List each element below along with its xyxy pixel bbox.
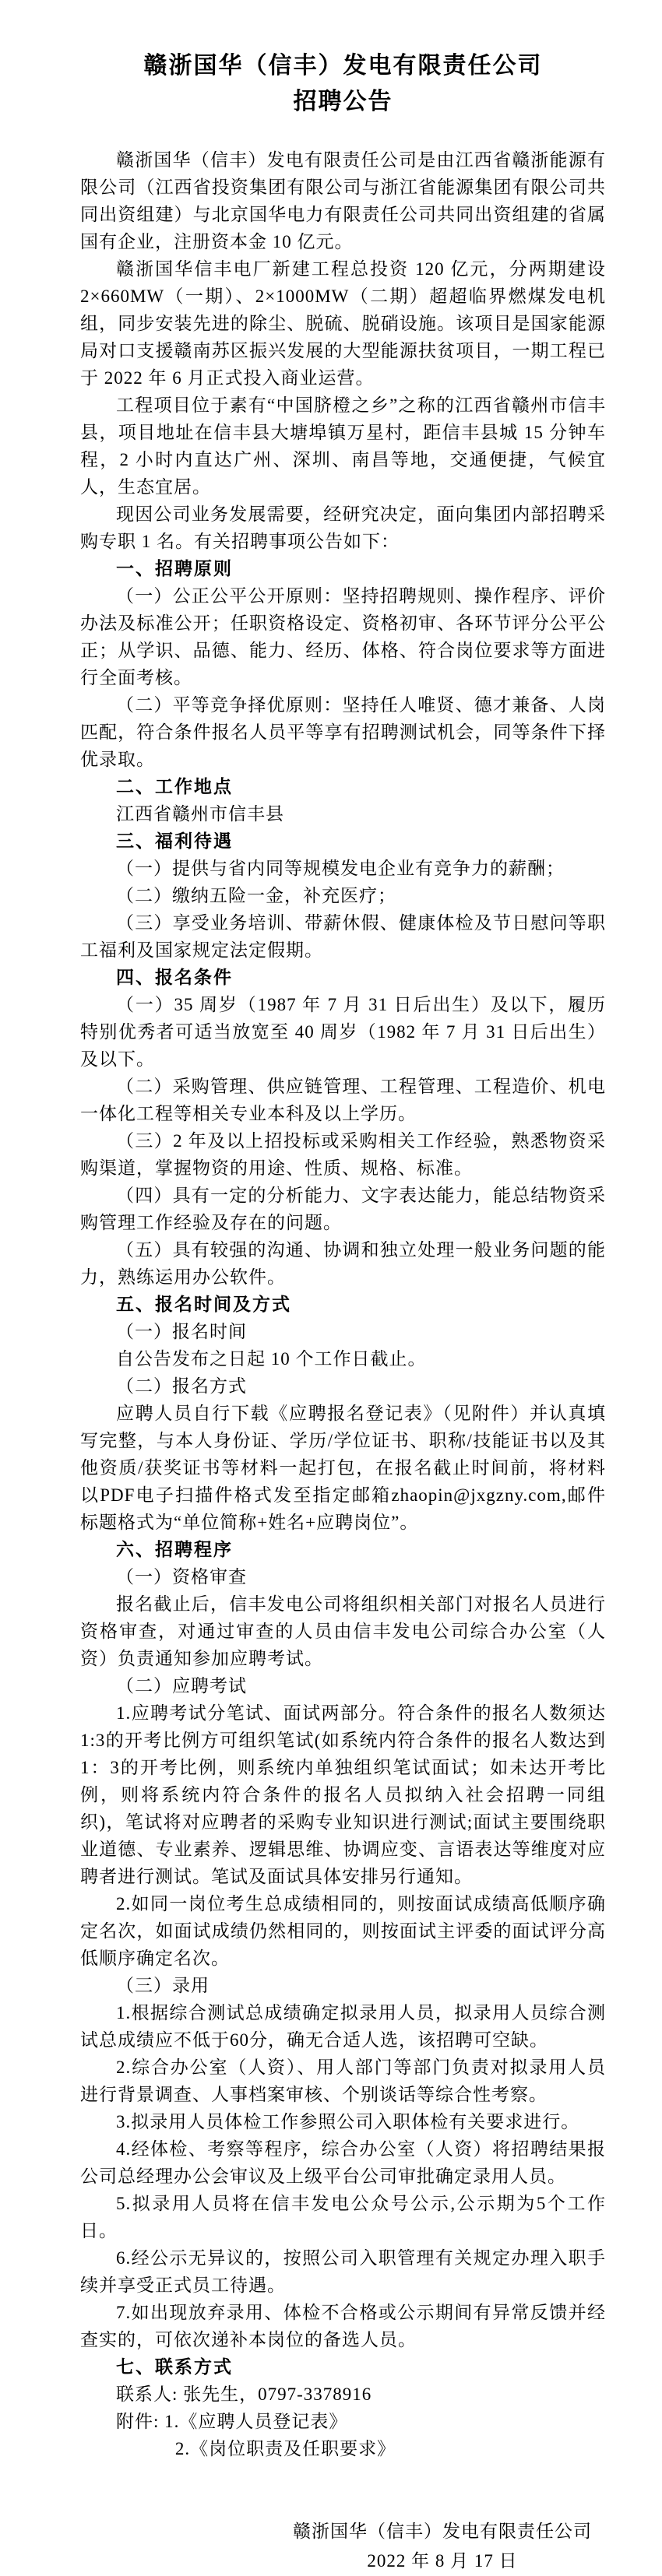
paragraph-benefit-2: （二）缴纳五险一金，补充医疗； xyxy=(116,886,396,905)
signature-date: 2022 年 8 月 17 日 xyxy=(367,2551,518,2571)
section-heading-benefits: 三、福利待遇 xyxy=(116,831,233,851)
paragraph-project-investment: 赣浙国华信丰电厂新建工程总投资 120 亿元，分两期建设 2×660MW（一期）、2×1000MW（二期）超超临界燃煤发电机组，同步安装先进的除尘、脱硫、脱硝设施。该项目是国家能源局对口支援赣南苏区振兴发展的大型能源扶贫项目，一期工程已于 2022 年 6 月正式投入商业运营。 xyxy=(80,259,606,388)
paragraph-requirement-5: （五）具有较强的沟通、协调和独立处理一般业务问题的能力，熟练运用办公软件。 xyxy=(80,1240,606,1287)
paragraph-principle-2: （二）平等竞争择优原则：坚持任人唯贤、德才兼备、人岗匹配，符合条件报名人员平等享有招聘测试机会，同等条件下择优录取。 xyxy=(80,695,606,769)
doc-header xyxy=(80,48,606,120)
paragraph-exam-1: 1.应聘考试分笔试、面试两部分。符合条件的报名人数须达1:3的开考比例方可组织笔试(如系统内符合条件的报名人数达到1：3的开考比例，则系统内单独组织笔试面试；如未达开考比例，则将系统内符合条件的报名人员拟纳入社会招聘一同组织)，笔试将对应聘者的采购专业知识进行测试;面试主要围绕职业道德、专业素养、逻辑思维、协调应变、言语表达等维度对应聘者进行测试。笔试及面试具体安排另行通知。 xyxy=(80,1703,606,1886)
paragraph-requirement-2: （二）采购管理、供应链管理、工程管理、工程造价、机电一体化工程等相关专业本科及以上学历。 xyxy=(80,1077,606,1123)
paragraph-hiring-6: 6.经公示无异议的，按照公司入职管理有关规定办理入职手续并享受正式员工待遇。 xyxy=(80,2248,606,2295)
paragraph-contact-person: 联系人: 张先生，0797-3378916 xyxy=(116,2384,372,2404)
signature-block xyxy=(80,2517,606,2576)
paragraph-principle-1: （一）公正公平公开原则：坚持招聘规则、操作程序、评价办法及标准公开；任职资格设定、资格初审、各环节评分公平公正；从学识、品德、能力、经历、体格、符合岗位要求等方面进行全面考核。 xyxy=(80,586,606,687)
paragraph-hiring-3: 3.拟录用人员体检工作参照公司入职体检有关要求进行。 xyxy=(116,2112,580,2131)
paragraph-requirement-1: （一）35 周岁（1987 年 7 月 31 日后出生）及以下，履历特别优秀者可适当放宽至 40 周岁（1982 年 7 月 31 日后出生）及以下。 xyxy=(80,995,606,1069)
paragraph-attachment-1: 附件: 1.《应聘人员登记表》 xyxy=(116,2412,348,2431)
section-heading-procedure: 六、招聘程序 xyxy=(116,1539,233,1559)
section-heading-contact: 七、联系方式 xyxy=(116,2356,233,2377)
section-heading-workplace: 二、工作地点 xyxy=(116,776,233,796)
subheading-apply-method: （二）报名方式 xyxy=(116,1376,247,1396)
paragraph-hiring-2: 2.综合办公室（人资）、用人部门等部门负责对拟录用人员进行背景调查、人事档案审核、个别谈话等综合性考察。 xyxy=(80,2058,606,2104)
paragraph-hiring-5: 5.拟录用人员将在信丰发电公众号公示,公示期为5个工作日。 xyxy=(80,2194,606,2240)
section-heading-requirements: 四、报名条件 xyxy=(116,967,233,987)
paragraph-requirement-4: （四）具有一定的分析能力、文字表达能力，能总结物资采购管理工作经验及存在的问题。 xyxy=(80,1186,606,1232)
paragraph-hiring-4: 4.经体检、考察等程序，综合办公室（人资）将招聘结果报公司总经理办公会审议及上级平台公司审批确定录用人员。 xyxy=(80,2139,606,2186)
doc-title-line-1: 赣浙国华（信丰）发电有限责任公司 xyxy=(143,53,543,79)
doc-title-line-2: 招聘公告 xyxy=(293,89,393,114)
signature-inner xyxy=(293,2517,592,2576)
paragraph-recruit-intent: 现因公司业务发展需要，经研究决定，面向集团内部招聘采购专职 1 名。有关招聘事项公告如下： xyxy=(80,504,606,551)
signature-company: 赣浙国华（信丰）发电有限责任公司 xyxy=(293,2522,592,2541)
paragraph-hiring-7: 7.如出现放弃录用、体检不合格或公示期间有异常反馈并经查实的，可依次递补本岗位的备选人员。 xyxy=(80,2303,606,2349)
section-heading-apply-time-method: 五、报名时间及方式 xyxy=(116,1294,291,1314)
subheading-hiring: （三）录用 xyxy=(116,1976,210,1995)
paragraph-hiring-1: 1.根据综合测试总成绩确定拟录用人员，拟录用人员综合测试总成绩应不低于60分，确无合适人选，该招聘可空缺。 xyxy=(80,2003,606,2050)
paragraph-company-intro: 赣浙国华（信丰）发电有限责任公司是由江西省赣浙能源有限公司（江西省投资集团有限公司与浙江省能源集团有限公司共同出资组建）与北京国华电力有限责任公司共同出资组建的省属国有企业，注册资本金 10 亿元。 xyxy=(80,150,606,251)
paragraph-apply-method: 应聘人员自行下载《应聘报名登记表》（见附件）并认真填写完整，与本人身份证、学历/学位证书、职称/技能证书以及其他资质/获奖证书等材料一起打包，在报名截止时间前，将材料以PDF电子扫描件格式发至指定邮箱zhaopin@jxgzny.com,邮件标题格式为“单位简称+姓名+应聘岗位”。 xyxy=(80,1404,606,1532)
section-heading-principles: 一、招聘原则 xyxy=(116,558,233,578)
paragraph-requirement-3: （三）2 年及以上招投标或采购相关工作经验，熟悉物资采购渠道，掌握物资的用途、性质、规格、标准。 xyxy=(80,1131,606,1178)
paragraph-workplace: 江西省赣州市信丰县 xyxy=(116,804,284,824)
paragraph-apply-deadline: 自公告发布之日起 10 个工作日截止。 xyxy=(116,1349,427,1369)
paragraph-qualification-review: 报名截止后，信丰发电公司将组织相关部门对报名人员进行资格审查，对通过审查的人员由信丰发电公司综合办公室（人资）负责通知参加应聘考试。 xyxy=(80,1594,606,1668)
paragraph-benefit-3: （三）享受业务培训、带薪休假、健康体检及节日慰问等职工福利及国家规定法定假期。 xyxy=(80,913,606,960)
paragraph-project-location: 工程项目位于素有“中国脐橙之乡”之称的江西省赣州市信丰县，项目地址在信丰县大塘埠镇万星村，距信丰县城 15 分钟车程，2 小时内直达广州、深圳、南昌等地，交通便捷，气候宜人，生态宜居。 xyxy=(80,395,606,497)
subheading-apply-time: （一）报名时间 xyxy=(116,1322,247,1341)
subheading-qualification-review: （一）资格审查 xyxy=(116,1567,247,1587)
subheading-exam: （二）应聘考试 xyxy=(116,1676,247,1696)
paragraph-benefit-1: （一）提供与省内同等规模发电企业有竞争力的薪酬； xyxy=(116,859,565,878)
paragraph-attachment-2: 2.《岗位职责及任职要求》 xyxy=(174,2439,396,2458)
paragraph-exam-2: 2.如同一岗位考生总成绩相同的，则按面试成绩高低顺序确定名次，如面试成绩仍然相同的，则按面试主评委的面试评分高低顺序确定名次。 xyxy=(80,1894,606,1968)
